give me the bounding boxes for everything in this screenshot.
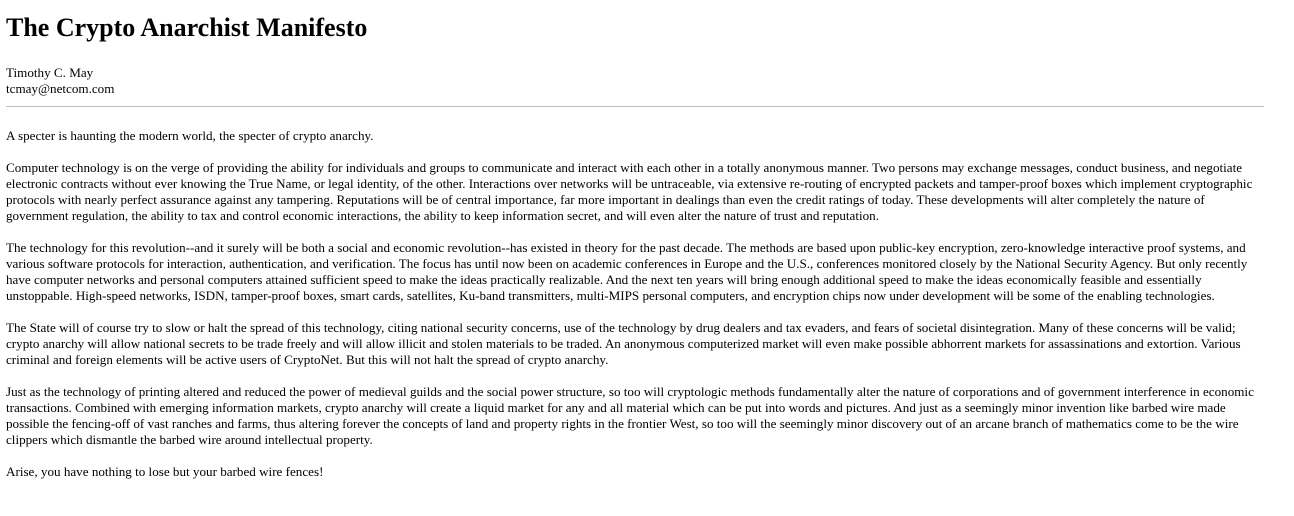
paragraph-specter: A specter is haunting the modern world, the specter of crypto anarchy. — [6, 128, 374, 143]
author-name: Timothy C. May — [6, 65, 94, 80]
manifesto-body — [6, 128, 1264, 480]
paragraph-state-response: The State will of course try to slow or halt the spread of this technology, citing national security concerns, use of the technology by drug dealers and tax evaders, and fears of societal disintegration. Many of these concerns will be valid; crypto anarchy will allow national secrets to be trade freely and will allow illicit and stolen materials to be traded. An anonymous computerized market will even make possible abhorrent markets for assassinations and extortion. Various criminal and foreign elements will be active users of CryptoNet. But this will not halt the spread of crypto anarchy. — [6, 320, 1241, 367]
page-title: The Crypto Anarchist Manifesto — [6, 13, 368, 42]
paragraph-technology-revolution: The technology for this revolution--and it surely will be both a social and economic revolution--has existed in theory for the past decade. The methods are based upon public-key encryption, zero-knowledge interactive proof systems, and various software protocols for interaction, authentication, and verification. The focus has until now been on academic conferences in Europe and the U.S., conferences monitored closely by the National Security Agency. But only recently have computer networks and personal computers attained sufficient speed to make the ideas practically realizable. And the next ten years will bring enough additional speed to make the ideas economically feasible and essentially unstoppable. High-speed networks, ISDN, tamper-proof boxes, smart cards, satellites, Ku-band transmitters, multi-MIPS personal computers, and encryption chips now under development will be some of the enabling technologies. — [6, 240, 1248, 303]
paragraph-computer-technology: Computer technology is on the verge of providing the ability for individuals and groups to communicate and interact with each other in a totally anonymous manner. Two persons may exchange messages, conduct business, and negotiate electronic contracts without ever knowing the True Name, or legal identity, of the other. Interactions over networks will be untraceable, via extensive re-routing of encrypted packets and tamper-proof boxes which implement cryptographic protocols with nearly perfect assurance against any tampering. Reputations will be of central importance, far more important in dealings than even the credit ratings of today. These developments will alter completely the nature of government regulation, the ability to tax and control economic interactions, the ability to keep information secret, and will even alter the nature of trust and reputation. — [6, 160, 1253, 223]
paragraph-arise: Arise, you have nothing to lose but your barbed wire fences! — [6, 464, 324, 479]
author-block — [6, 65, 1264, 97]
paragraph-printing-barbed-wire: Just as the technology of printing altered and reduced the power of medieval guilds and the social power structure, so too will cryptologic methods fundamentally alter the nature of corporations and of government interference in economic transactions. Combined with emerging information markets, crypto anarchy will create a liquid market for any and all material which can be put into words and pictures. And just as a seemingly minor invention like barbed wire made possible the fencing-off of vast ranches and farms, thus altering forever the concepts of land and property rights in the frontier West, so too will the seemingly minor discovery out of an arcane branch of mathematics come to be the wire clippers which dismantle the barbed wire around intellectual property. — [6, 384, 1254, 447]
divider — [6, 106, 1264, 107]
author-email: tcmay@netcom.com — [6, 81, 115, 96]
